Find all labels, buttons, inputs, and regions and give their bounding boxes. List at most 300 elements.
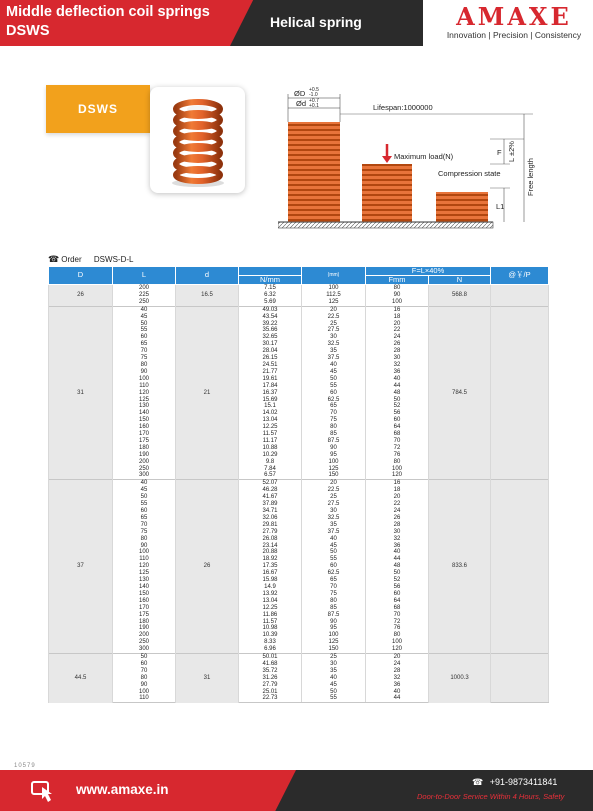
cell-rate: 11.17 — [239, 438, 302, 445]
cell-length: 80 — [113, 675, 176, 682]
cell-rate: 12.25 — [239, 605, 302, 612]
cell-fmm: 28 — [366, 522, 429, 529]
cell-mm: 30 — [302, 661, 366, 668]
cell-outer-diameter: 26 — [49, 285, 113, 307]
cell-price — [491, 431, 549, 438]
cell-rate: 11.57 — [239, 619, 302, 626]
cell-fmm: 76 — [366, 452, 429, 459]
cell-fmm: 50 — [366, 397, 429, 404]
cell-length: 200 — [113, 285, 176, 292]
cell-length: 50 — [113, 654, 176, 661]
cell-length: 100 — [113, 376, 176, 383]
col-header-group: F=L×40% — [366, 267, 491, 276]
cell-length: 65 — [113, 341, 176, 348]
cell-price — [491, 348, 549, 355]
cell-length: 180 — [113, 619, 176, 626]
cell-mm: 150 — [302, 472, 366, 479]
cell-rate: 27.79 — [239, 682, 302, 689]
cell-load-n: 833.6 — [429, 480, 491, 654]
cell-price — [491, 494, 549, 501]
cell-price — [491, 327, 549, 334]
cell-rate: 17.84 — [239, 383, 302, 390]
cell-length: 65 — [113, 515, 176, 522]
cell-price — [491, 424, 549, 431]
lifespan-label: Lifespan:1000000 — [373, 103, 433, 112]
orange-coil-spring-photo-icon — [150, 87, 245, 193]
cell-price — [491, 459, 549, 466]
cell-price — [491, 529, 549, 536]
cell-fmm: 32 — [366, 675, 429, 682]
cell-length: 50 — [113, 321, 176, 328]
cell-mm: 62.5 — [302, 397, 366, 404]
cell-price — [491, 355, 549, 362]
cell-price — [491, 556, 549, 563]
cell-fmm: 24 — [366, 334, 429, 341]
cell-fmm: 50 — [366, 570, 429, 577]
cell-price — [491, 605, 549, 612]
cell-price — [491, 334, 549, 341]
cell-length: 70 — [113, 522, 176, 529]
cell-length: 130 — [113, 577, 176, 584]
cell-rate: 22.73 — [239, 695, 302, 702]
cell-mm: 100 — [302, 285, 366, 292]
cell-fmm: 18 — [366, 487, 429, 494]
cell-mm: 22.5 — [302, 314, 366, 321]
cell-price — [491, 487, 549, 494]
cell-length: 200 — [113, 632, 176, 639]
cell-rate: 41.68 — [239, 661, 302, 668]
cell-price — [491, 632, 549, 639]
cell-fmm: 28 — [366, 668, 429, 675]
cell-length: 125 — [113, 570, 176, 577]
cell-rate: 23.14 — [239, 543, 302, 550]
cell-mm: 45 — [302, 682, 366, 689]
cell-mm: 62.5 — [302, 570, 366, 577]
cell-length: 225 — [113, 292, 176, 299]
cell-mm: 37.5 — [302, 529, 366, 536]
id-tol-upper: +0.7 — [309, 98, 319, 104]
footer-phone — [472, 777, 557, 788]
cell-price — [491, 689, 549, 696]
cell-fmm: 22 — [366, 327, 429, 334]
cell-price — [491, 410, 549, 417]
f-dim-label: F — [497, 148, 502, 157]
cell-fmm: 22 — [366, 501, 429, 508]
cell-fmm: 68 — [366, 605, 429, 612]
cell-outer-diameter: 31 — [49, 306, 113, 480]
cell-length: 55 — [113, 501, 176, 508]
cell-rate: 10.39 — [239, 632, 302, 639]
cell-length: 50 — [113, 494, 176, 501]
od-label: ØD — [294, 89, 306, 98]
cell-rate: 30.17 — [239, 341, 302, 348]
cell-rate: 52.07 — [239, 480, 302, 487]
cell-fmm: 48 — [366, 390, 429, 397]
cell-length: 100 — [113, 549, 176, 556]
cell-length: 45 — [113, 314, 176, 321]
table-row — [49, 306, 549, 313]
cell-length: 150 — [113, 591, 176, 598]
cell-fmm: 28 — [366, 348, 429, 355]
cell-length: 60 — [113, 508, 176, 515]
cell-price — [491, 654, 549, 661]
cell-mm: 22.5 — [302, 487, 366, 494]
cell-fmm: 56 — [366, 584, 429, 591]
click-hand-icon — [30, 779, 56, 803]
cell-fmm: 26 — [366, 515, 429, 522]
cell-rate: 37.89 — [239, 501, 302, 508]
cell-rate: 18.92 — [239, 556, 302, 563]
cell-price — [491, 362, 549, 369]
cell-mm: 30 — [302, 508, 366, 515]
cell-fmm: 20 — [366, 494, 429, 501]
cell-rate: 7.15 — [239, 285, 302, 292]
cell-rate: 9.8 — [239, 459, 302, 466]
cell-fmm: 16 — [366, 480, 429, 487]
cell-fmm: 100 — [366, 466, 429, 473]
spring-dimension-diagram — [278, 84, 560, 234]
cell-mm: 35 — [302, 522, 366, 529]
cell-price — [491, 285, 549, 292]
cell-mm: 75 — [302, 591, 366, 598]
cell-length: 60 — [113, 661, 176, 668]
cell-rate: 15.98 — [239, 577, 302, 584]
cell-rate: 11.57 — [239, 431, 302, 438]
cell-length: 250 — [113, 639, 176, 646]
cell-price — [491, 549, 549, 556]
loaded-spring-shape — [362, 164, 412, 222]
cell-length: 180 — [113, 445, 176, 452]
cell-mm: 80 — [302, 598, 366, 605]
cell-rate: 29.81 — [239, 522, 302, 529]
cell-price — [491, 682, 549, 689]
cell-load-n: 568.8 — [429, 285, 491, 307]
cell-mm: 25 — [302, 321, 366, 328]
cell-price — [491, 646, 549, 653]
compressed-spring-shape — [436, 192, 488, 222]
cell-mm: 20 — [302, 306, 366, 313]
product-photo — [150, 87, 245, 193]
cell-mm: 87.5 — [302, 612, 366, 619]
cell-inner-diameter: 26 — [176, 480, 239, 654]
page-title-line1: Middle deflection coil springs — [6, 4, 210, 20]
cell-outer-diameter: 37 — [49, 480, 113, 654]
cell-rate: 31.26 — [239, 675, 302, 682]
cell-rate: 26.15 — [239, 355, 302, 362]
cell-length: 45 — [113, 487, 176, 494]
cell-fmm: 80 — [366, 285, 429, 292]
cell-mm: 90 — [302, 619, 366, 626]
cell-price — [491, 452, 549, 459]
max-load-label: Maximum load(N) — [394, 152, 454, 161]
cell-rate: 5.69 — [239, 299, 302, 306]
cell-price — [491, 570, 549, 577]
cell-rate: 6.32 — [239, 292, 302, 299]
cell-length: 75 — [113, 529, 176, 536]
cell-length: 250 — [113, 299, 176, 306]
cell-rate: 6.57 — [239, 472, 302, 479]
page-title — [6, 3, 210, 41]
cell-fmm: 16 — [366, 306, 429, 313]
col-header-n-per-mm: N/mm — [239, 276, 302, 285]
cell-mm: 85 — [302, 605, 366, 612]
cell-fmm: 64 — [366, 598, 429, 605]
cell-mm: 125 — [302, 299, 366, 306]
cell-mm: 32.5 — [302, 515, 366, 522]
free-spring-shape — [288, 122, 340, 222]
cell-mm: 85 — [302, 431, 366, 438]
page-title-line2: DSWS — [6, 23, 50, 39]
cell-inner-diameter: 31 — [176, 654, 239, 703]
page-footer — [0, 770, 593, 811]
load-arrow-icon — [382, 156, 392, 163]
cell-fmm: 90 — [366, 292, 429, 299]
cell-mm: 70 — [302, 584, 366, 591]
base-plate — [278, 222, 493, 228]
cell-mm: 80 — [302, 424, 366, 431]
cell-price — [491, 383, 549, 390]
spec-table-body — [49, 285, 549, 703]
cell-load-n: 1000.3 — [429, 654, 491, 703]
cell-length: 90 — [113, 543, 176, 550]
cell-length: 40 — [113, 480, 176, 487]
cell-length: 300 — [113, 646, 176, 653]
cell-price — [491, 445, 549, 452]
cell-mm: 40 — [302, 362, 366, 369]
cell-fmm: 70 — [366, 612, 429, 619]
cell-price — [491, 584, 549, 591]
cell-rate: 20.88 — [239, 549, 302, 556]
cell-mm: 20 — [302, 480, 366, 487]
cell-price — [491, 341, 549, 348]
cell-rate: 35.72 — [239, 668, 302, 675]
cell-price — [491, 299, 549, 306]
cell-rate: 34.71 — [239, 508, 302, 515]
cell-fmm: 24 — [366, 661, 429, 668]
cell-price — [491, 403, 549, 410]
cell-price — [491, 314, 549, 321]
cell-mm: 32.5 — [302, 341, 366, 348]
table-row — [49, 285, 549, 292]
cell-fmm: 60 — [366, 417, 429, 424]
cell-mm: 25 — [302, 494, 366, 501]
cell-price — [491, 612, 549, 619]
od-tol-lower: -1.0 — [309, 92, 318, 98]
cell-fmm: 44 — [366, 383, 429, 390]
phone-icon: ☎ — [48, 254, 60, 264]
cell-price — [491, 619, 549, 626]
cell-rate: 32.65 — [239, 334, 302, 341]
cell-fmm: 32 — [366, 536, 429, 543]
brand-tagline: Innovation | Precision | Consistency — [446, 30, 582, 40]
cell-length: 110 — [113, 695, 176, 702]
cell-fmm: 24 — [366, 508, 429, 515]
cell-price — [491, 501, 549, 508]
cell-mm: 35 — [302, 348, 366, 355]
cell-mm: 60 — [302, 563, 366, 570]
cell-rate: 41.67 — [239, 494, 302, 501]
cell-rate: 27.79 — [239, 529, 302, 536]
cell-inner-diameter: 16.5 — [176, 285, 239, 307]
cell-rate: 10.29 — [239, 452, 302, 459]
cell-fmm: 20 — [366, 321, 429, 328]
cell-rate: 13.04 — [239, 598, 302, 605]
cell-length: 140 — [113, 584, 176, 591]
cell-mm: 40 — [302, 536, 366, 543]
cell-rate: 21.77 — [239, 369, 302, 376]
cell-price — [491, 438, 549, 445]
cell-length: 150 — [113, 417, 176, 424]
cell-fmm: 26 — [366, 341, 429, 348]
cell-rate: 8.33 — [239, 639, 302, 646]
cell-mm: 45 — [302, 369, 366, 376]
compression-state-label: Compression state — [438, 169, 501, 178]
cell-rate: 11.86 — [239, 612, 302, 619]
cell-price — [491, 508, 549, 515]
cell-length: 125 — [113, 397, 176, 404]
cell-length: 170 — [113, 605, 176, 612]
cell-rate: 32.06 — [239, 515, 302, 522]
cell-fmm: 52 — [366, 577, 429, 584]
cell-rate: 35.66 — [239, 327, 302, 334]
cell-length: 140 — [113, 410, 176, 417]
table-row — [49, 480, 549, 487]
cell-price — [491, 515, 549, 522]
cell-fmm: 80 — [366, 632, 429, 639]
cell-fmm: 32 — [366, 362, 429, 369]
cell-length: 130 — [113, 403, 176, 410]
cell-fmm: 100 — [366, 299, 429, 306]
col-header-price: @￥/P — [491, 267, 549, 285]
cell-price — [491, 306, 549, 313]
cell-length: 175 — [113, 612, 176, 619]
free-length-label: Free length — [526, 158, 535, 196]
footer-website-link[interactable]: www.amaxe.in — [76, 782, 169, 797]
cell-price — [491, 695, 549, 702]
order-label: Order — [61, 255, 82, 264]
cell-rate: 10.98 — [239, 625, 302, 632]
cell-fmm: 64 — [366, 424, 429, 431]
cell-length: 175 — [113, 438, 176, 445]
cell-mm: 112.5 — [302, 292, 366, 299]
cell-rate: 16.67 — [239, 570, 302, 577]
cell-mm: 30 — [302, 334, 366, 341]
cell-fmm: 36 — [366, 682, 429, 689]
cell-fmm: 20 — [366, 654, 429, 661]
cell-mm: 27.5 — [302, 501, 366, 508]
cell-fmm: 120 — [366, 472, 429, 479]
cell-price — [491, 522, 549, 529]
cell-rate: 6.96 — [239, 646, 302, 653]
cell-fmm: 40 — [366, 376, 429, 383]
cell-rate: 39.22 — [239, 321, 302, 328]
cell-length: 90 — [113, 369, 176, 376]
brand-logo-text: AMAXE — [456, 2, 572, 31]
cell-fmm: 72 — [366, 445, 429, 452]
page-header — [0, 0, 593, 46]
cell-price — [491, 598, 549, 605]
cell-fmm: 44 — [366, 556, 429, 563]
cell-length: 250 — [113, 466, 176, 473]
cell-rate: 16.37 — [239, 390, 302, 397]
cell-length: 80 — [113, 362, 176, 369]
order-line — [48, 254, 133, 265]
cell-fmm: 48 — [366, 563, 429, 570]
page-number: 10579 — [14, 763, 36, 769]
cell-length: 100 — [113, 689, 176, 696]
cell-fmm: 70 — [366, 438, 429, 445]
cell-outer-diameter: 44.5 — [49, 654, 113, 703]
footer-slogan: Door-to-Door Service Within 4 Hours, Safety — [417, 792, 565, 801]
cell-mm: 75 — [302, 417, 366, 424]
cell-mm: 100 — [302, 632, 366, 639]
cell-mm: 40 — [302, 675, 366, 682]
cell-fmm: 30 — [366, 355, 429, 362]
order-code: DSWS-D-L — [93, 255, 134, 264]
cell-fmm: 44 — [366, 695, 429, 702]
cell-length: 120 — [113, 390, 176, 397]
cell-rate: 13.04 — [239, 417, 302, 424]
col-header-d-inner: d — [176, 267, 239, 285]
cell-price — [491, 376, 549, 383]
cell-fmm: 40 — [366, 549, 429, 556]
cell-mm: 70 — [302, 410, 366, 417]
cell-price — [491, 668, 549, 675]
cell-mm: 125 — [302, 466, 366, 473]
cell-mm: 27.5 — [302, 327, 366, 334]
cell-rate: 15.69 — [239, 397, 302, 404]
cell-rate: 46.28 — [239, 487, 302, 494]
cell-fmm: 76 — [366, 625, 429, 632]
cell-price — [491, 577, 549, 584]
cell-mm: 60 — [302, 390, 366, 397]
cell-length: 300 — [113, 472, 176, 479]
cell-rate: 25.01 — [239, 689, 302, 696]
cell-mm: 65 — [302, 403, 366, 410]
cell-price — [491, 625, 549, 632]
cell-mm: 50 — [302, 689, 366, 696]
cell-price — [491, 591, 549, 598]
cell-fmm: 18 — [366, 314, 429, 321]
cell-mm: 100 — [302, 459, 366, 466]
cell-price — [491, 466, 549, 473]
cell-price — [491, 536, 549, 543]
cell-price — [491, 480, 549, 487]
cell-rate: 13.92 — [239, 591, 302, 598]
cell-rate: 17.35 — [239, 563, 302, 570]
cell-fmm: 36 — [366, 543, 429, 550]
cell-price — [491, 417, 549, 424]
cell-fmm: 30 — [366, 529, 429, 536]
cell-length: 170 — [113, 431, 176, 438]
cell-fmm: 36 — [366, 369, 429, 376]
cell-length: 110 — [113, 383, 176, 390]
cell-rate: 49.03 — [239, 306, 302, 313]
cell-rate: 14.02 — [239, 410, 302, 417]
cell-fmm: 68 — [366, 431, 429, 438]
cell-mm: 95 — [302, 625, 366, 632]
cell-price — [491, 292, 549, 299]
cell-mm: 95 — [302, 452, 366, 459]
spec-table — [48, 266, 549, 703]
cell-length: 190 — [113, 625, 176, 632]
cell-price — [491, 472, 549, 479]
cell-mm: 125 — [302, 639, 366, 646]
cell-mm: 50 — [302, 376, 366, 383]
cell-rate: 43.54 — [239, 314, 302, 321]
cell-rate: 28.04 — [239, 348, 302, 355]
cell-length: 90 — [113, 682, 176, 689]
